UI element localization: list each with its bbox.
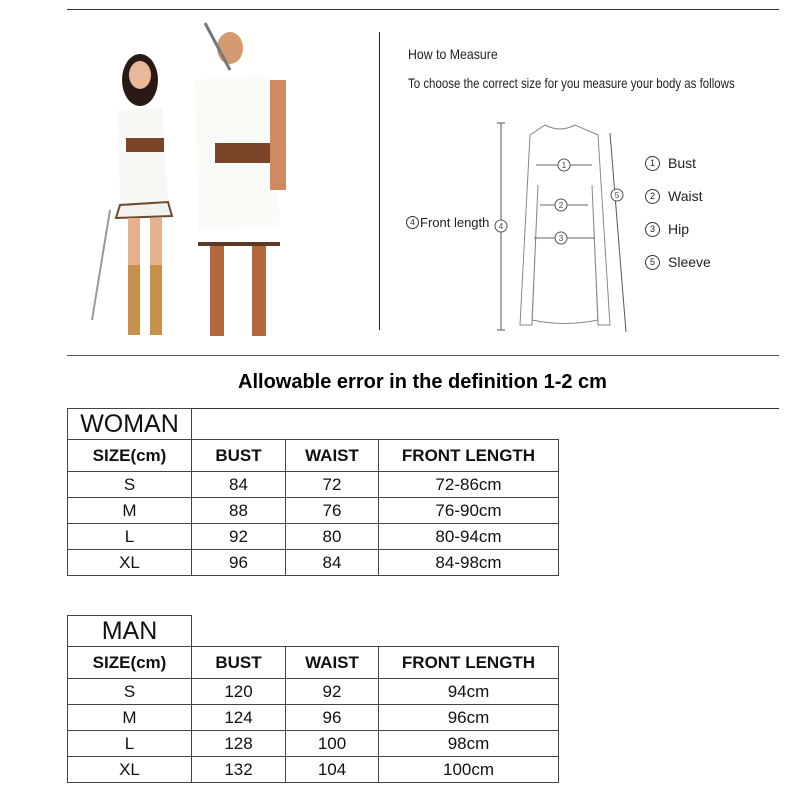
cell-size: L (68, 524, 192, 550)
cell-bust: 120 (192, 679, 286, 705)
cell-size: XL (68, 550, 192, 576)
cell-bust: 84 (192, 472, 286, 498)
header-bust: BUST (192, 647, 286, 679)
front-length-label (406, 215, 489, 230)
blank-cell (192, 616, 559, 647)
table-row (68, 757, 559, 783)
cell-front-length: 80-94cm (379, 524, 559, 550)
table-title: MAN (68, 616, 192, 647)
number-3-icon: 3 (645, 222, 660, 237)
legend-label: Bust (668, 155, 697, 171)
header-front-length: FRONT LENGTH (379, 440, 559, 472)
how-to-measure-title: How to Measure (408, 46, 498, 62)
table-row (68, 550, 559, 576)
svg-text:5: 5 (614, 191, 620, 200)
legend-label: Hip (668, 221, 690, 237)
cell-waist: 104 (286, 757, 379, 783)
divider-above-banner (67, 355, 779, 356)
cell-waist: 92 (286, 679, 379, 705)
header-size: SIZE(cm) (68, 440, 192, 472)
cell-waist: 80 (286, 524, 379, 550)
table-row (68, 472, 559, 498)
legend-label: Waist (668, 188, 703, 204)
table-title: WOMAN (68, 409, 192, 440)
table-row (68, 679, 559, 705)
header-waist: WAIST (286, 440, 379, 472)
cell-bust: 124 (192, 705, 286, 731)
cell-waist: 72 (286, 472, 379, 498)
cell-front-length: 94cm (379, 679, 559, 705)
cell-waist: 76 (286, 498, 379, 524)
header-waist: WAIST (286, 647, 379, 679)
header-size: SIZE(cm) (68, 647, 192, 679)
number-2-icon: 2 (645, 189, 660, 204)
number-5-icon: 5 (645, 255, 660, 270)
cell-bust: 132 (192, 757, 286, 783)
legend-hip (645, 221, 689, 237)
cell-waist: 100 (286, 731, 379, 757)
table-row (68, 524, 559, 550)
cell-waist: 84 (286, 550, 379, 576)
cell-front-length: 96cm (379, 705, 559, 731)
legend-bust (645, 155, 696, 171)
table-header-row (68, 647, 559, 679)
legend-label: Sleeve (668, 254, 711, 270)
cell-size: L (68, 731, 192, 757)
cell-size: XL (68, 757, 192, 783)
top-divider (67, 9, 779, 10)
cell-bust: 88 (192, 498, 286, 524)
cell-front-length: 100cm (379, 757, 559, 783)
blank-cell (192, 409, 559, 440)
cell-bust: 128 (192, 731, 286, 757)
table-header-row (68, 440, 559, 472)
svg-text:2: 2 (558, 201, 564, 210)
cell-size: S (68, 679, 192, 705)
cell-size: M (68, 705, 192, 731)
number-4-icon: 4 (406, 216, 419, 229)
cell-front-length: 84-98cm (379, 550, 559, 576)
svg-text:1: 1 (561, 161, 567, 170)
allowable-error-banner: Allowable error in the definition 1-2 cm (238, 371, 607, 393)
cell-bust: 92 (192, 524, 286, 550)
header-front-length: FRONT LENGTH (379, 647, 559, 679)
header-bust: BUST (192, 440, 286, 472)
cell-bust: 96 (192, 550, 286, 576)
how-to-measure-subtitle: To choose the correct size for you measure your body as follows (408, 75, 735, 91)
man-size-table (67, 615, 559, 783)
cell-size: M (68, 498, 192, 524)
table-row (68, 731, 559, 757)
cell-front-length: 72-86cm (379, 472, 559, 498)
number-1-icon: 1 (645, 156, 660, 171)
table-row (68, 498, 559, 524)
cell-size: S (68, 472, 192, 498)
table-row (68, 705, 559, 731)
legend-waist (645, 188, 702, 204)
svg-text:4: 4 (498, 222, 504, 231)
cell-front-length: 98cm (379, 731, 559, 757)
svg-text:3: 3 (558, 234, 564, 243)
legend-sleeve (645, 254, 711, 270)
product-photo (80, 20, 310, 350)
section-divider (379, 32, 380, 330)
cell-waist: 96 (286, 705, 379, 731)
cell-front-length: 76-90cm (379, 498, 559, 524)
front-length-text: Front length (420, 215, 490, 230)
woman-size-table (67, 408, 559, 576)
